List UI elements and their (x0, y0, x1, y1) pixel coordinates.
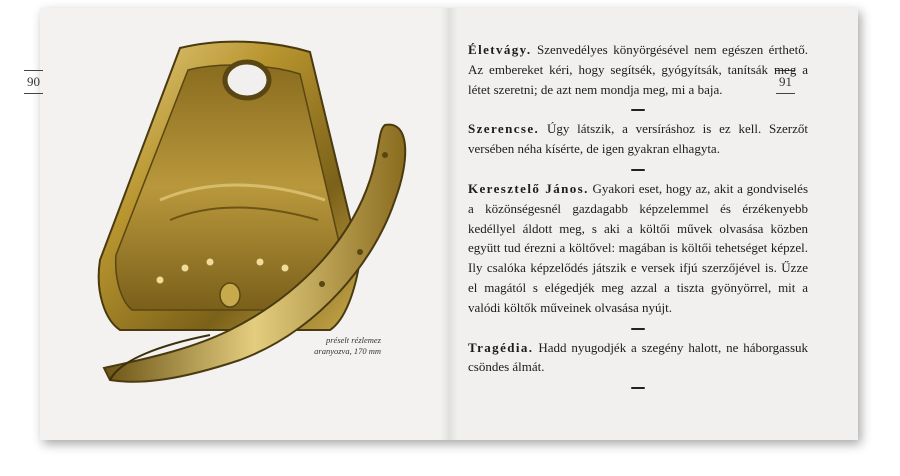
caption-line-1: préselt rézlemez (325, 335, 381, 345)
entry-eletvagy (468, 40, 808, 99)
entry-body: Úgy látszik, a versíráshoz is ez kell. Szerzőt versében néha kísérte, de igen gyakran elhagyta. (468, 121, 808, 157)
entry-term: Tragédia. (468, 339, 534, 355)
section-separator-icon (631, 105, 645, 115)
glossary-text (468, 40, 808, 397)
entry-body: Gyakori eset, hogy az, akit a gondviselés a közönségesnél gazdagabb képzelemmel és érzékenyebb kedéllyel áldott meg, s aki a költői művek olvasása közben együtt tud érezni a költővel: magában is költői tehetséget képzel. Ily csalóka képzelődés játszik e versek ifjú szerzőjével is. Űzze el magától s elégedjék meg azzal a tiszta gyönyörrel, mit a valódi költők műveinek olvasása nyújt. (468, 180, 808, 315)
right-page-number: 91 (776, 70, 795, 94)
section-separator-icon (631, 383, 645, 393)
image-caption (275, 335, 381, 357)
entry-term: Életvágy. (468, 42, 532, 57)
entry-term: Szerencse. (468, 121, 540, 137)
entry-keresztelo-janos (468, 179, 808, 318)
book-gutter (440, 8, 458, 440)
entry-term: Keresztelő János. (468, 180, 589, 196)
left-page-number: 90 (24, 70, 43, 94)
entry-szerencse (468, 119, 808, 159)
caption-line-2: aranyozva, 170 mm (314, 346, 381, 356)
entry-body: Szenvedélyes könyörgésével nem egészen érthető. Az embereket kéri, hogy segítsék, gyógyítsák, tanítsák meg a létet szeretni; de azt nem mondja meg, mi a baja. (468, 42, 808, 97)
entry-body: Hadd nyugodjék a szegény halott, ne háborgassuk csöndes álmát. (468, 339, 808, 375)
section-separator-icon (631, 324, 645, 334)
entry-tragedia (468, 338, 808, 378)
section-separator-icon (631, 165, 645, 175)
